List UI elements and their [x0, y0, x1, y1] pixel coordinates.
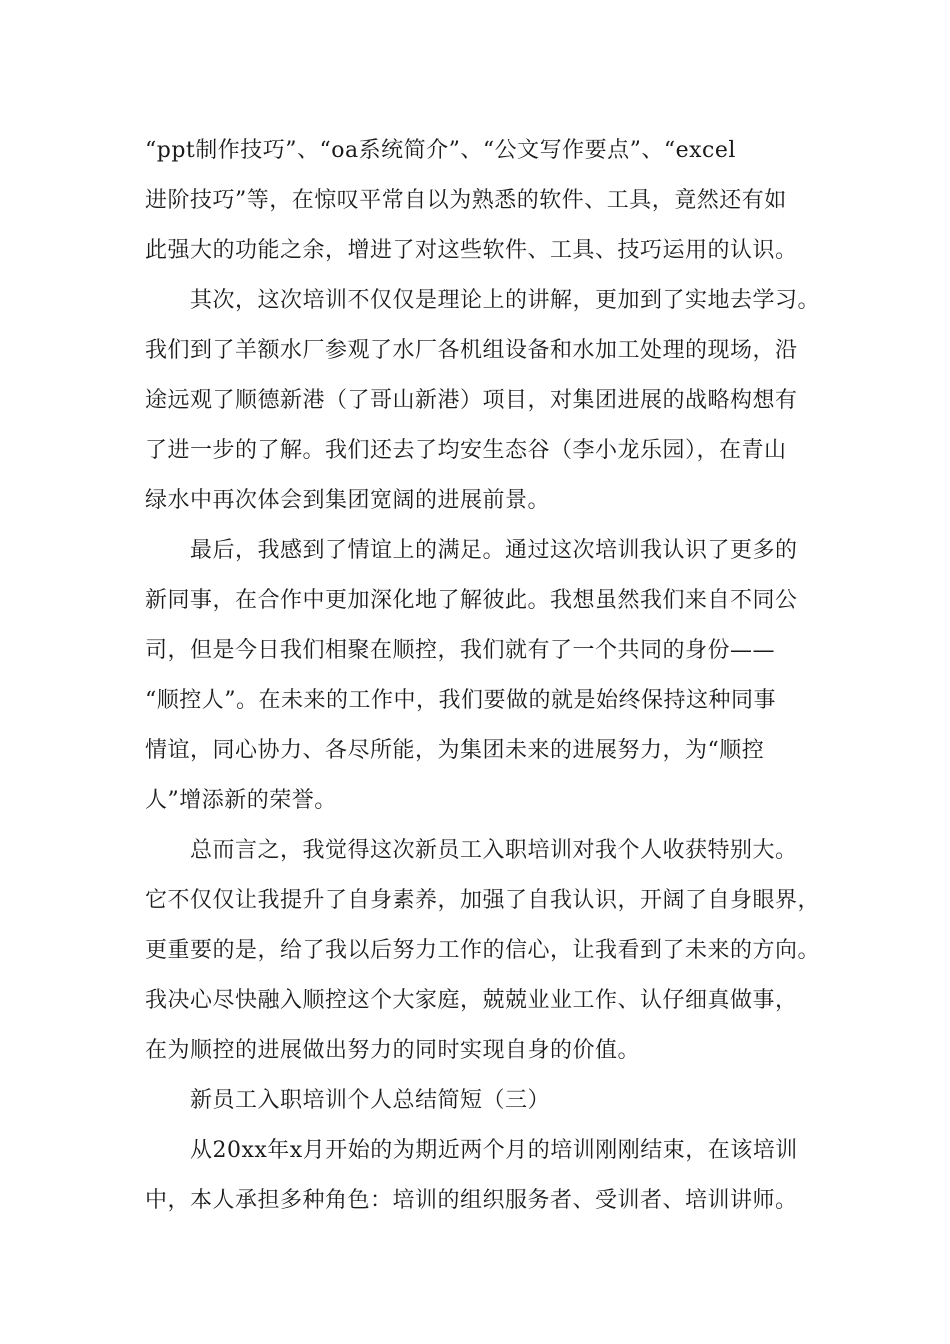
paragraph-line: 我们到了羊额水厂参观了水厂各机组设备和水加工处理的现场，沿	[145, 338, 798, 363]
paragraph-line: 进阶技巧”等，在惊叹平常自以为熟悉的软件、工具，竟然还有如	[145, 188, 787, 213]
paragraph-line: 在为顺控的进展做出努力的同时实现自身的价值。	[145, 1038, 641, 1063]
paragraph-line: “ppt制作技巧”、“oa系统简介”、“公文写作要点”、“excel	[145, 138, 736, 163]
section-heading: 新员工入职培训个人总结简短（三）	[190, 1088, 551, 1113]
paragraph-line: 司，但是今日我们相聚在顺控，我们就有了一个共同的身份——	[145, 638, 776, 663]
paragraph-line: 其次，这次培训不仅仅是理论上的讲解，更加到了实地去学习。	[190, 288, 821, 313]
paragraph-line: 总而言之，我觉得这次新员工入职培训对我个人收获特别大。	[190, 838, 798, 863]
paragraph-line: 新同事，在合作中更加深化地了解彼此。我想虽然我们来自不同公	[145, 588, 798, 613]
paragraph-line: 了进一步的了解。我们还去了均安生态谷（李小龙乐园），在青山	[145, 438, 787, 463]
paragraph-line: 绿水中再次体会到集团宽阔的进展前景。	[145, 488, 551, 513]
paragraph-line: 人”增添新的荣誉。	[145, 788, 337, 813]
paragraph-line: 情谊，同心协力、各尽所能，为集团未来的进展努力，为“顺控	[145, 738, 765, 763]
paragraph-line: 从20xx年x月开始的为期近两个月的培训刚刚结束，在该培训	[190, 1138, 798, 1163]
paragraph-line: 它不仅仅让我提升了自身素养，加强了自我认识，开阔了自身眼界，	[145, 888, 821, 913]
paragraph-line: 我决心尽快融入顺控这个大家庭，兢兢业业工作、认仔细真做事，	[145, 988, 798, 1013]
paragraph-line: 更重要的是，给了我以后努力工作的信心，让我看到了未来的方向。	[145, 938, 821, 963]
paragraph-line: 此强大的功能之余，增进了对这些软件、工具、技巧运用的认识。	[145, 238, 798, 263]
paragraph-line: 最后，我感到了情谊上的满足。通过这次培训我认识了更多的	[190, 538, 798, 563]
paragraph-line: 中，本人承担多种角色：培训的组织服务者、受训者、培训讲师。	[145, 1188, 798, 1213]
paragraph-line: “顺控人”。在未来的工作中，我们要做的就是始终保持这种同事	[145, 688, 776, 713]
paragraph-line: 途远观了顺德新港（了哥山新港）项目，对集团进展的战略构想有	[145, 388, 798, 413]
